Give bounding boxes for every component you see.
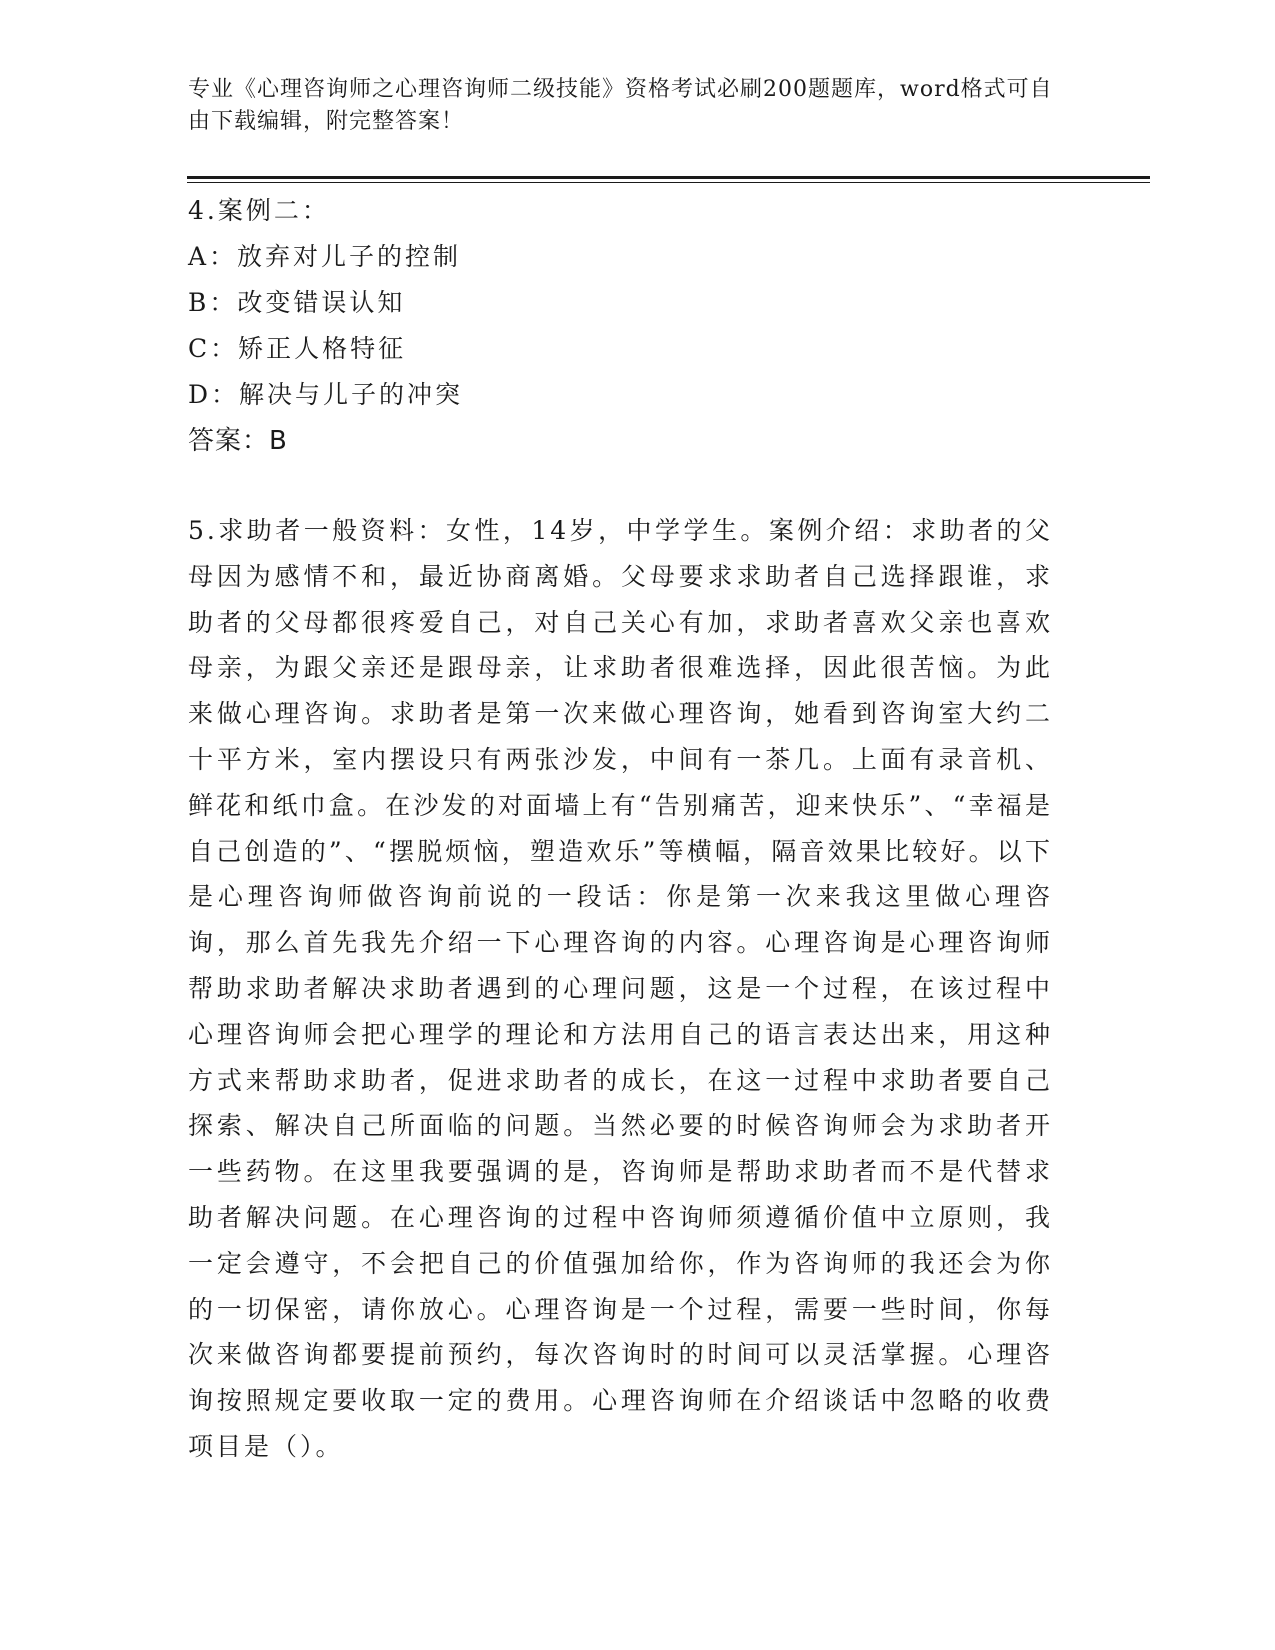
- document-header: 专业《心理咨询师之心理咨询师二级技能》资格考试必刷200题题库，word格式可自由下载编辑，附完整答案！: [188, 77, 1053, 134]
- header-rule-thick: [187, 176, 1150, 179]
- question-5: 5.求助者一般资料：女性，14岁，中学学生。案例介绍：求助者的父母因为感情不和，最近协商离婚。父母要求求助者自己选择跟谁，求助者的父母都很疼爱自己，对自己关心有加，求助者喜欢父亲也喜欢母亲，为跟父亲还是跟母亲，让求助者很难选择，因此很苦恼。为此来做心理咨询。求助者是第一次来做心理咨询，她看到咨询室大约二十平方米，室内摆设只有两张沙发，中间有一茶几。上面有录音机、鲜花和纸巾盒。在沙发的对面墙上有“告别痛苦，迎来快乐”、“幸福是自己创造的”、“摆脱烦恼，塑造欢乐”等横幅，隔音效果比较好。以下是心理咨询师做咨询前说的一段话：你是第一次来我这里做心理咨询，那么首先我先介绍一下心理咨询的内容。心理咨询是心理咨询师帮助求助者解决求助者遇到的心理问题，这是一个过程，在该过程中心理咨询师会把心理学的理论和方法用自己的语言表达出来，用这种方式来帮助求助者，促进求助者的成长，在这一过程中求助者要自己探索、解决自己所面临的问题。当然必要的时候咨询师会为求助者开一些药物。在这里我要强调的是，咨询师是帮助求助者而不是代替求助者解决问题。在心理咨询的过程中咨询师须遵循价值中立原则，我一定会遵守，不会把自己的价值强加给你，作为咨询师的我还会为你的一切保密，请你放心。心理咨询是一个过程，需要一些时间，你每次来做咨询都要提前预约，每次咨询时的时间可以灵活掌握。心理咨询按照规定要收取一定的费用。心理咨询师在介绍谈话中忽略的收费项目是（）。: [188, 516, 1053, 1461]
- option-b: B：改变错误认知: [188, 288, 406, 317]
- header-rule-thin: [187, 182, 1150, 183]
- option-c: C：矫正人格特征: [188, 334, 407, 363]
- question-4-stem: 4.案例二：: [188, 196, 330, 225]
- option-a: A：放弃对儿子的控制: [188, 242, 462, 271]
- question-4: [188, 188, 1068, 464]
- answer-line: 答案：B: [188, 426, 288, 456]
- option-d: D：解决与儿子的冲突: [188, 380, 464, 409]
